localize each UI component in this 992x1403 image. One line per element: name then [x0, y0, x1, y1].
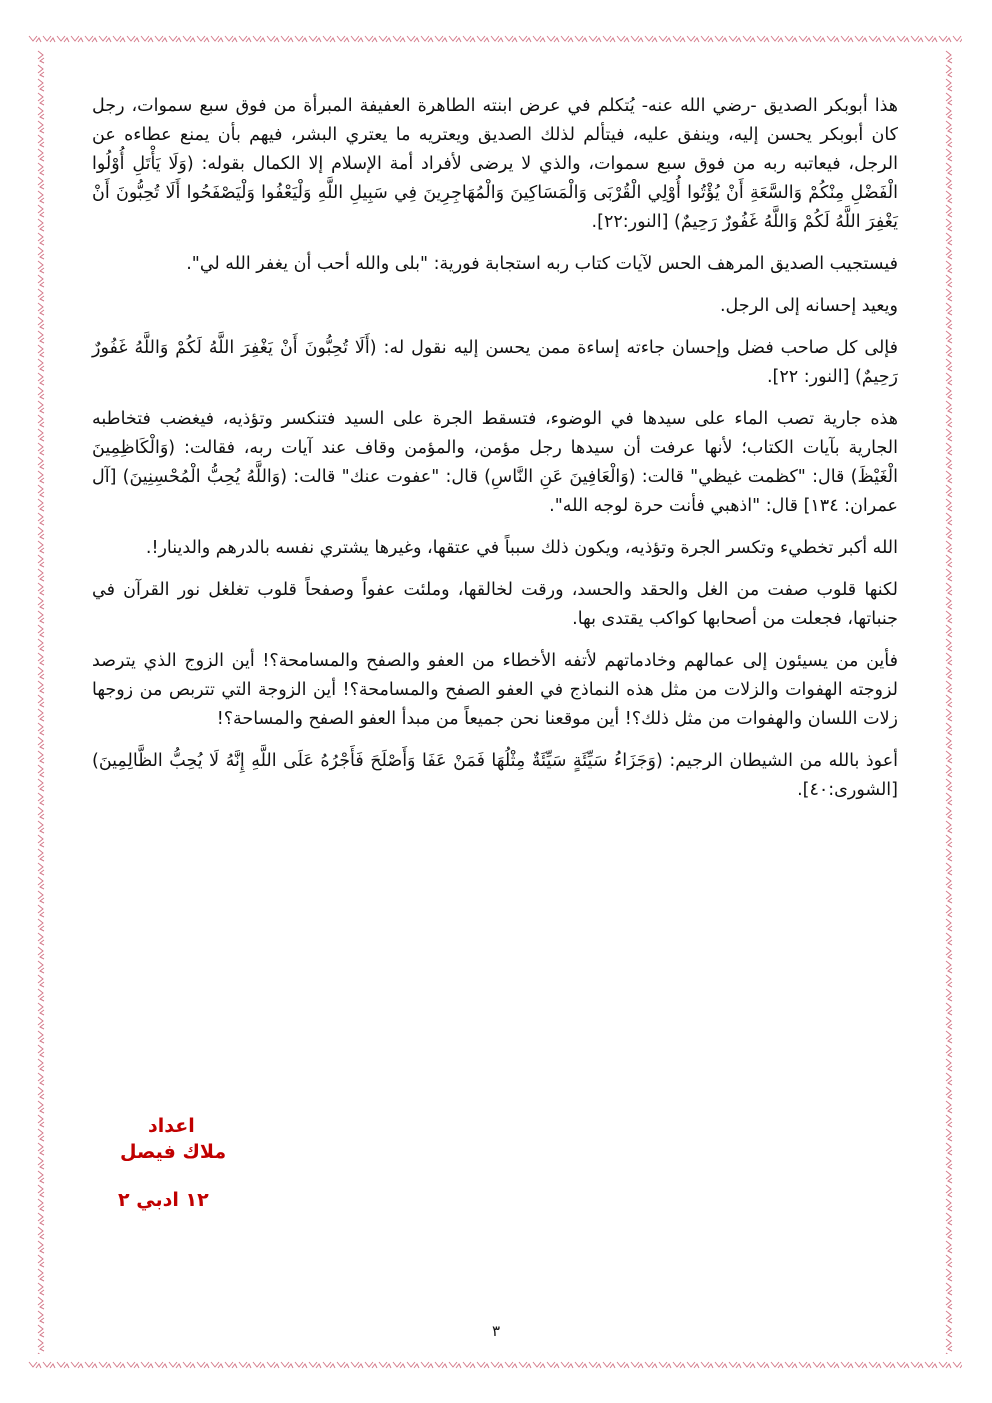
border-pattern-bottom — [28, 1358, 962, 1372]
credits-class: ١٢ ادبي ٢ — [118, 1189, 209, 1211]
paragraph-abubakr: هذا أبوبكر الصديق -رضي الله عنه- يُتكلم في عرض ابنته الطاهرة العفيفة المبرأة من فوق سبع سموات، رجل كان أبوبكر يحسن إليه، وينفق عليه، فيتألم لذلك الصديق ويعتريه ما يعتري البشر، فيهم بأن يمنع عطاءه عن الرجل، فيعاتبه ربه من فوق سبع سموات، والذي لا يرضى لأفراد أمة الإسلام إلا الكمال بقوله: (وَلَا يَأْتَلِ أُوْلُوا الْفَضْلِ مِنْكُمْ وَالسَّعَةِ أَنْ يُؤْتُوا أُوْلِي الْقُرْبَى وَالْمَسَاكِينَ وَالْمُهَاجِرِينَ فِي سَبِيلِ اللَّهِ وَلْيَعْفُوا وَلْيَصْفَحُوا أَلَا تُحِبُّونَ أَنْ يَغْفِرَ اللَّهُ لَكُمْ وَاللَّهُ غَفُورٌ رَحِيمٌ) [النور:٢٢]. — [92, 96, 898, 232]
decorative-border-left — [34, 50, 48, 1354]
decorative-border-top — [28, 32, 962, 46]
decorative-border-right — [942, 50, 956, 1354]
paragraph-takbir: الله أكبر تخطيء وتكسر الجرة وتؤذيه، ويكون ذلك سبباً في عتقها، وغيرها يشتري نفسه بالدرهم والدينار!. — [145, 538, 898, 558]
decorative-border-bottom — [28, 1358, 962, 1372]
border-pattern-top — [28, 32, 962, 46]
article-body — [92, 92, 898, 818]
paragraph-maid-story: هذه جارية تصب الماء على سيدها في الوضوء، فتسقط الجرة على السيد فتنكسر وتؤذيه، فيغضب فتخاطبه الجارية بآيات الكتاب؛ لأنها عرفت أن سيدها رجل مؤمن، والمؤمن وقاف عند آيات ربه، فقالت: (وَالْكَاظِمِينَ الْغَيْظَ) قال: "كظمت غيظي" قالت: (وَالْعَافِينَ عَنِ النَّاسِ) قال: "عفوت عنك" قالت: (وَاللَّهُ يُحِبُّ الْمُحْسِنِينَ) [آل عمران: ١٣٤] قال: "اذهبي فأنت حرة لوجه الله". — [92, 409, 898, 516]
paragraph-hearts: لكنها قلوب صفت من الغل والحقد والحسد، ورقت لخالقها، وملئت عفواً وصفحاً قلوب تغلغل نور القرآن في جنباتها، فجعلت من أصحابها كواكب يقتدى بها. — [92, 580, 898, 629]
paragraph-return: ويعيد إحسانه إلى الرجل. — [719, 296, 898, 316]
border-pattern-left — [34, 50, 48, 1354]
paragraph-questions: فأين من يسيئون إلى عمالهم وخادماتهم لأتفه الأخطاء من العفو والصفح والمسامحة؟! أين الزوج الذي يترصد لزوجته الهفوات والزلات من مثل هذه النماذج في العفو الصفح والمسامحة؟! أين الزوجة التي تتربص من زوجها زلات اللسان والهفوات من مثل ذلك؟! أين موقعنا نحن جميعاً من مبدأ العفو الصفح والمساحة؟! — [92, 651, 898, 729]
paragraph-closing-verse: أعوذ بالله من الشيطان الرجيم: (وَجَزَاءُ سَيِّئَةٍ سَيِّئَةٌ مِثْلُهَا فَمَنْ عَفَا وَأَصْلَحَ فَأَجْرُهُ عَلَى اللَّهِ إِنَّهُ لَا يُحِبُّ الظَّالِمِينَ) [الشورى:٤٠]. — [92, 751, 898, 800]
paragraph-advice: فإلى كل صاحب فضل وإحسان جاءته إساءة ممن يحسن إليه نقول له: (أَلَا تُحِبُّونَ أَنْ يَغْفِرَ اللَّهُ لَكُمْ وَاللَّهُ غَفُورٌ رَحِيمٌ) [النور: ٢٢]. — [92, 338, 898, 387]
credits-author: ملاك فيصل — [120, 1141, 227, 1163]
page-number: ٣ — [491, 1322, 501, 1340]
credits-label: اعداد — [148, 1115, 195, 1137]
border-pattern-right — [942, 50, 956, 1354]
paragraph-response: فيستجيب الصديق المرهف الحس لآيات كتاب ربه استجابة فورية: "بلى والله أحب أن يغفر الله لي". — [186, 254, 898, 274]
